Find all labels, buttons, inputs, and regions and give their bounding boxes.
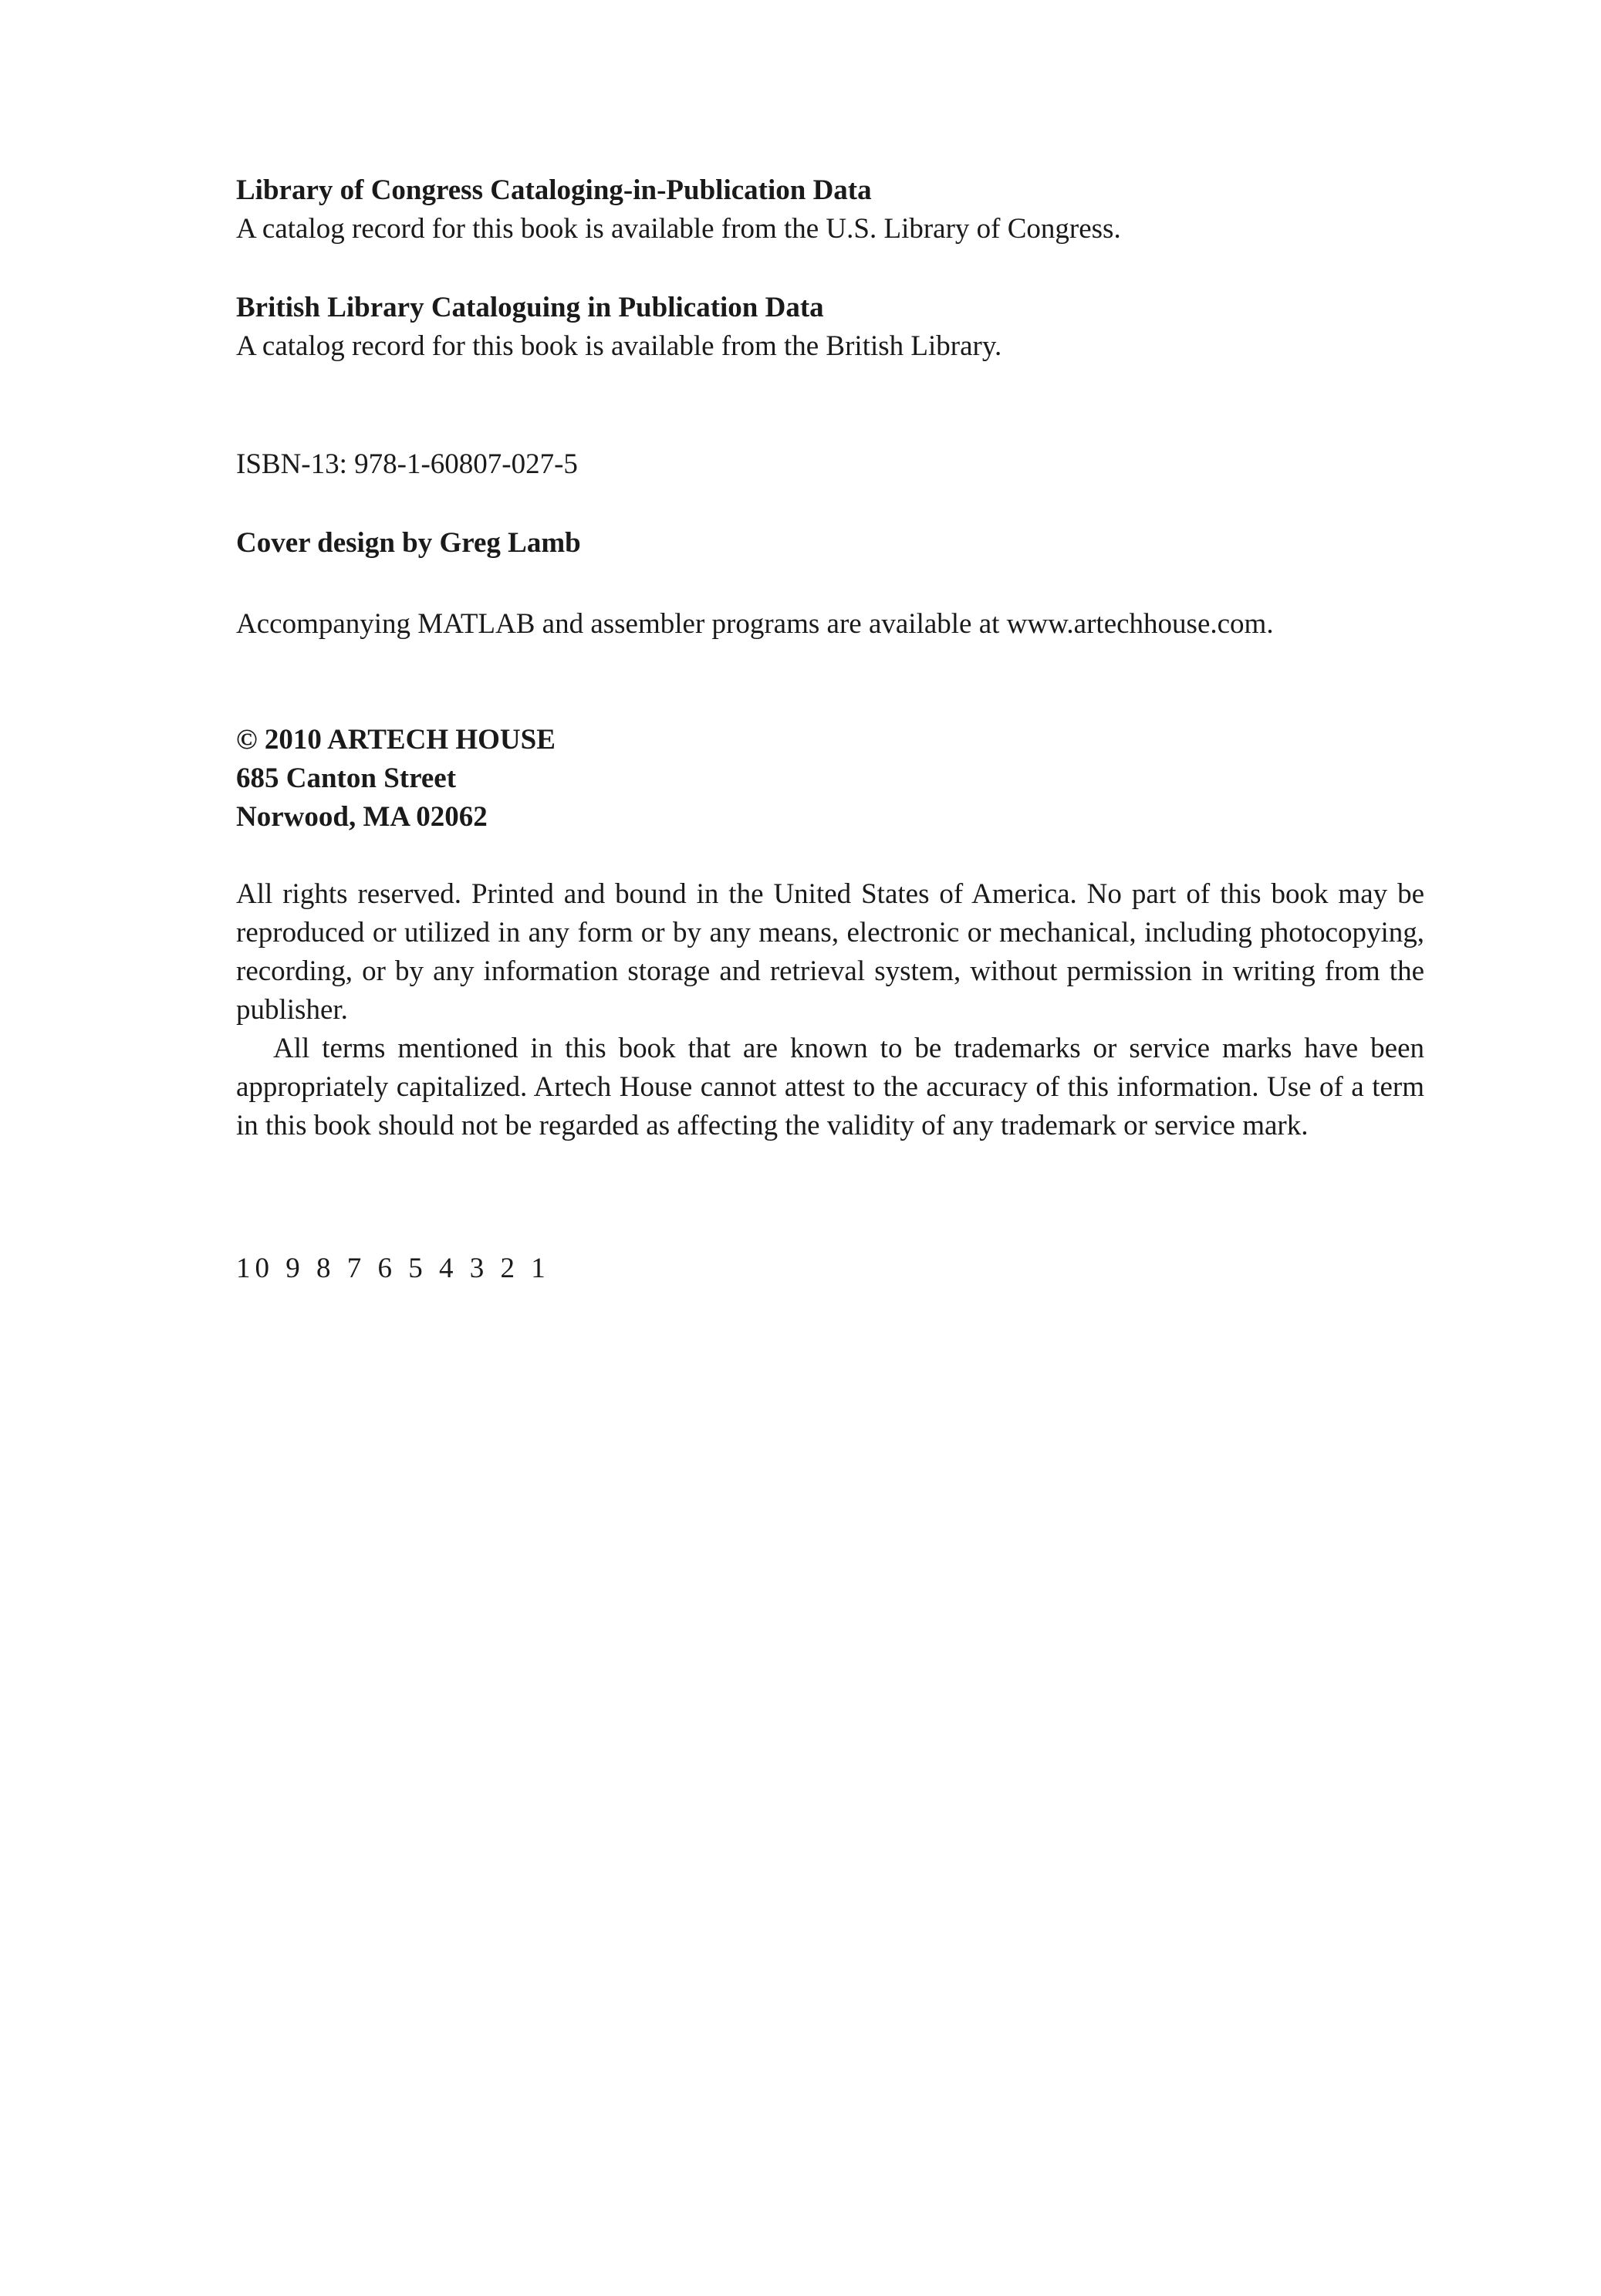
loc-heading: Library of Congress Cataloging-in-Publication Data [236,174,872,206]
accompanying-programs-note: Accompanying MATLAB and assembler programs are available at www.artechhouse.com. [236,608,1274,640]
copyright-line: © 2010 ARTECH HOUSE [236,724,556,756]
british-library-text: A catalog record for this book is available from the British Library. [236,330,1002,362]
copyright-page [236,171,1424,1288]
trademarks-paragraph: All terms mentioned in this book that are known to be trademarks or service marks have been appropriately capitalized. Artech House cannot attest to the accuracy of this information. Use of a term in this book should not be regarded as affecting the validity of any trademark or service mark. [236,1033,1424,1141]
publisher-street: 685 Canton Street [236,763,457,794]
british-library-section [236,289,1424,366]
cover-credit: Cover design by Greg Lamb [236,527,581,559]
publisher-city: Norwood, MA 02062 [236,801,488,833]
rights-paragraph: All rights reserved. Printed and bound in the United States of America. No part of this book may be reproduced or utilized in any form or by any means, electronic or mechanical, including photocopying, recording, or by any information storage and retrieval system, without permission in writing from the publisher. [236,878,1424,1026]
loc-text: A catalog record for this book is available from the U.S. Library of Congress. [236,213,1121,245]
isbn: ISBN-13: 978-1-60807-027-5 [236,448,578,480]
printing-number-line: 10 9 8 7 6 5 4 3 2 1 [236,1253,550,1284]
british-library-heading: British Library Cataloguing in Publication Data [236,292,824,323]
loc-section [236,171,1424,249]
publisher-address [236,721,1424,837]
